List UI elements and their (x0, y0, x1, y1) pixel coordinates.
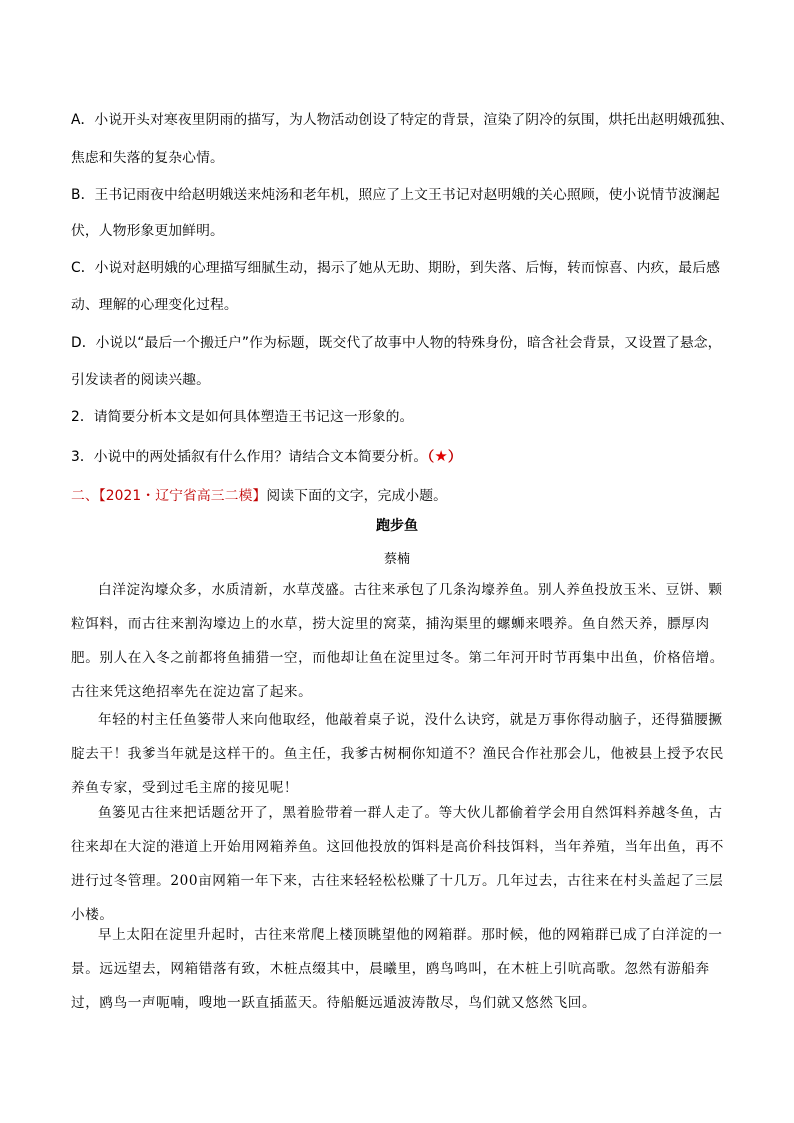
article-title: 跑步鱼 (376, 518, 418, 534)
section-heading (71, 484, 447, 504)
option-c-line1: C．小说对赵明娥的心理描写细腻生动，揭示了她从无助、期盼，到失落、后悔，转而惊喜、内疚，最后感 (71, 260, 720, 276)
question-3-text: 3．小说中的两处插叙有什么作用？请结合文本简要分析。 (71, 449, 428, 465)
article-paragraph-3: 鱼篓见古往来把话题岔开了，黑着脸带着一群人走了。等大伙儿都偷着学会用自然饵料养越冬鱼，古往来却在大淀的港道上开始用网箱养鱼。这回他投放的饵料是高价科技饵料，当年养殖，当年出鱼，再不进行过冬管理。200亩网箱一年下来，古往来轻轻松松赚了十几万。几年过去，古往来在村头盖起了三层小楼。 (71, 805, 724, 923)
section-instruction: 阅读下面的文字，完成小题。 (266, 488, 448, 504)
article-paragraph-1: 白洋淀沟壕众多，水质清新，水草茂盛。古往来承包了几条沟壕养鱼。别人养鱼投放玉米、豆饼、颗粒饵料，而古往来割沟壕边上的水草，捞大淀里的窝菜，捕沟渠里的螺蛳来喂养。鱼自然天养，膘厚肉肥。别人在入冬之前都将鱼捕猎一空，而他却让鱼在淀里过冬。第二年河开时节再集中出鱼，价格倍增。古往来凭这绝招率先在淀边富了起来。 (71, 582, 724, 700)
star-icon: ★ (434, 447, 448, 465)
section-source-tag: 【2021・辽宁省高三二模】 (98, 488, 267, 504)
option-c-line2: 动、理解的心理变化过程。 (71, 297, 238, 313)
star-close-paren: ） (447, 449, 462, 465)
option-b-line2: 伏，人物形象更加鲜明。 (71, 223, 224, 239)
question-3 (71, 445, 462, 465)
option-d-line1: D．小说以“最后一个搬迁户”作为标题，既交代了故事中人物的特殊身份，暗含社会背景，又设置了悬念， (71, 335, 722, 351)
option-a-line1: A．小说开头对寒夜里阴雨的描写，为人物活动创设了特定的背景，渲染了阴冷的氛围，烘托出赵明娥孤独、 (71, 112, 734, 128)
article-author: 蔡楠 (383, 552, 410, 567)
question-2: 2．请简要分析本文是如何具体塑造王书记这一形象的。 (71, 409, 414, 425)
article-paragraph-4: 早上太阳在淀里升起时，古往来常爬上楼顶眺望他的网箱群。那时候，他的网箱群已成了白洋淀的一景。远远望去，网箱错落有致，木桩点缀其中，晨曦里，鸥鸟鸣叫，在木桩上引吭高歌。忽然有游船奔过，鸥鸟一声呃喃，嗖地一跃直插蓝天。待船艇远遁波涛散尽，鸟们就又悠然飞回。 (71, 927, 723, 1011)
article-paragraph-2: 年轻的村主任鱼篓带人来向他取经，他敲着桌子说，没什么诀窍，就是万事你得动脑子，还得猫腰撅腚去干！我爹当年就是这样干的。鱼主任，我爹古树桐你知道不？渔民合作社那会儿，他被县上授予农民养鱼专家，受到过毛主席的接见呢！ (71, 712, 724, 796)
option-a-line2: 焦虑和失落的复杂心情。 (71, 150, 224, 166)
option-b-line1: B．王书记雨夜中给赵明娥送来炖汤和老年机，照应了上文王书记对赵明娥的关心照顾，使小说情节波澜起 (71, 187, 720, 203)
section-prefix: 二、 (71, 488, 99, 504)
option-d-line2: 引发读者的阅读兴趣。 (71, 372, 210, 388)
star-open-paren: （ (427, 449, 435, 465)
